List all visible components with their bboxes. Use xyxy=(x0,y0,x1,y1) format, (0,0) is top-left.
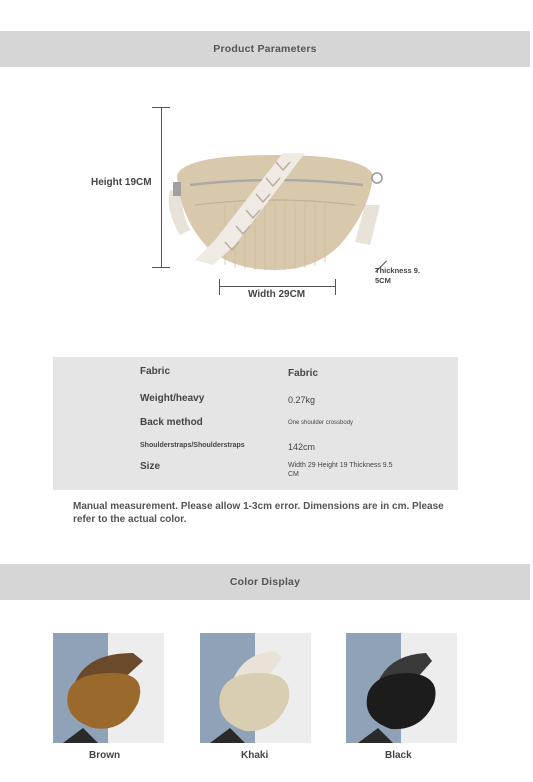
param-straps-value: 142cm xyxy=(288,442,316,452)
param-size-line1: Width 29 Height 19 Thickness 9.5 xyxy=(288,462,393,469)
measurement-note: Manual measurement. Please allow 1-3cm error. Dimensions are in cm. Please refer to the actual color. xyxy=(73,501,444,525)
color-name-brown: Brown xyxy=(89,750,121,761)
param-weight-key: Weight/heavy xyxy=(140,393,205,404)
color-thumb-black[interactable] xyxy=(346,633,457,743)
width-tick-left xyxy=(219,279,220,295)
height-line xyxy=(161,107,162,268)
param-back-key: Back method xyxy=(140,417,203,428)
width-tick-right xyxy=(335,279,336,295)
thickness-label xyxy=(375,266,420,286)
height-label: Height 19CM xyxy=(91,177,152,188)
color-thumb-brown[interactable] xyxy=(53,633,164,743)
section-title: Color Display xyxy=(229,576,301,588)
width-label: Width 29CM xyxy=(248,289,306,300)
product-image xyxy=(165,150,390,275)
param-size-line2: CM xyxy=(288,471,299,478)
section-header-colors xyxy=(0,564,530,600)
color-thumb-khaki[interactable] xyxy=(200,633,311,743)
color-name-black: Black xyxy=(385,750,412,761)
section-header-params xyxy=(0,31,530,67)
param-size-key: Size xyxy=(140,461,161,472)
param-straps-key: Shoulderstraps/Shoulderstraps xyxy=(140,442,245,449)
param-fabric-key: Fabric xyxy=(140,366,171,377)
param-fabric-value: Fabric xyxy=(288,368,319,379)
thickness-line1: Thickness 9. xyxy=(375,266,421,275)
param-back-value: One shoulder crossbody xyxy=(288,420,354,426)
color-name-khaki: Khaki xyxy=(241,750,269,761)
parameters-table xyxy=(53,357,458,490)
thickness-line2: 5CM xyxy=(375,276,391,285)
section-title: Product Parameters xyxy=(213,43,317,55)
param-size-value xyxy=(288,461,393,479)
param-weight-value: 0.27kg xyxy=(288,395,316,405)
width-line xyxy=(219,286,336,287)
